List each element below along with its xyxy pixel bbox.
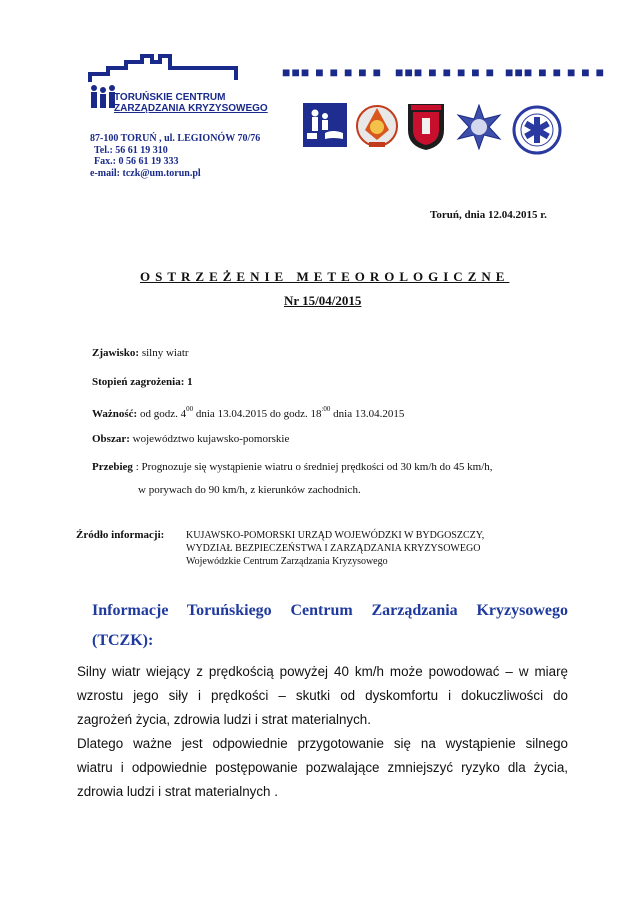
org-name-line1: TORUŃSKIE CENTRUM: [114, 92, 226, 103]
contact-block: [90, 133, 260, 179]
family-care-icon: [303, 103, 347, 147]
course-line1: : Prognozuje się wystąpienie wiatru o średniej prędkości od 30 km/h do 45 km/h,: [132, 461, 493, 473]
city-guard-emblem: [405, 100, 447, 152]
validity-middle: dnia 13.04.2015 do godz. 18: [193, 408, 322, 420]
area-row: [92, 432, 289, 446]
address: 87-100 TORUŃ , ul. LEGIONÓW 70/76: [90, 133, 261, 144]
source-line3: Wojewódzkie Centrum Zarządzania Kryzysowego: [186, 556, 388, 567]
para1-line2: wzrostu jego siły i prędkości – skutki od dyskomfortu i dokuczliwości do: [77, 688, 568, 703]
para2-line1: Dlatego ważne jest odpowiednie przygotowanie się na wystąpienie silnego: [77, 736, 568, 751]
source-line2: WYDZIAŁ BEZPIECZEŃSTWA I ZARZĄDZANIA KRYZYSOWEGO: [186, 543, 481, 554]
para1-line3: zagrożeń życia, zdrowia ludzi i strat materialnych.: [77, 712, 371, 727]
decorative-dots-2: ■■■ ■ ■ ■ ■ ■: [395, 64, 496, 80]
email: e-mail: tczk@um.torun.pl: [90, 167, 201, 179]
para2-line3: zdrowia ludzi i strat materialnych .: [77, 784, 278, 799]
threat-level-label: Stopień zagrożenia:: [92, 376, 185, 388]
phenomenon-value: silny wiatr: [139, 347, 189, 359]
info-heading-line1: Informacje Toruńskiego Centrum Zarządzania Kryzysowego: [92, 602, 568, 619]
source-block: [186, 529, 484, 568]
fax: Fax.: 0 56 61 19 333: [94, 156, 179, 167]
org-name: [114, 92, 268, 114]
info-heading-line2: (TCZK):: [92, 632, 154, 649]
info-body: [77, 660, 568, 804]
fire-brigade-emblem: [355, 100, 399, 150]
validity-from: od godz. 4: [137, 408, 187, 420]
info-heading: [92, 596, 568, 656]
validity-label: Ważność:: [92, 408, 138, 420]
threat-level-value: 1: [184, 376, 193, 388]
validity-end: dnia 13.04.2015: [330, 408, 405, 420]
source-line1: KUJAWSKO-POMORSKI URZĄD WOJEWÓDZKI W BYDGOSZCZY,: [186, 530, 485, 541]
phenomenon-row: [92, 346, 189, 360]
para1-line1: Silny wiatr wiejący z prędkością powyżej 40 km/h może powodować – w miarę: [77, 664, 568, 679]
validity-to-minutes: :00: [321, 405, 331, 413]
validity-row: [92, 402, 404, 421]
course-row: [92, 460, 493, 474]
date-line: Toruń, dnia 12.04.2015 r.: [430, 209, 547, 221]
document-title: OSTRZEŻENIE METEOROLOGICZNE: [140, 269, 510, 284]
validity-from-minutes: 00: [186, 405, 194, 413]
course-line2: w porywach do 90 km/h, z kierunków zachodnich.: [138, 484, 361, 496]
police-star-emblem: [456, 104, 502, 150]
threat-level-row: [92, 375, 193, 389]
source-label: Źródło informacji:: [76, 529, 165, 541]
course-label: Przebieg: [92, 461, 133, 473]
phenomenon-label: Zjawisko:: [92, 347, 140, 359]
decorative-dots-3: ■■■ ■ ■ ■ ■ ■: [505, 64, 606, 80]
medical-rescue-emblem: [512, 105, 562, 155]
document-number: Nr 15/04/2015: [284, 293, 362, 308]
para2-line2: wiatru i odpowiednie postępowanie pozwalające zmniejszyć ryzyko dla życia,: [77, 760, 568, 775]
area-value: województwo kujawsko-pomorskie: [129, 433, 290, 445]
decorative-dots-1: ■■■ ■ ■ ■ ■ ■: [282, 64, 383, 80]
org-name-line2: ZARZĄDZANIA KRYZYSOWEGO: [114, 103, 268, 114]
phone: Tel.: 56 61 19 310: [94, 144, 168, 156]
area-label: Obszar:: [92, 433, 130, 445]
